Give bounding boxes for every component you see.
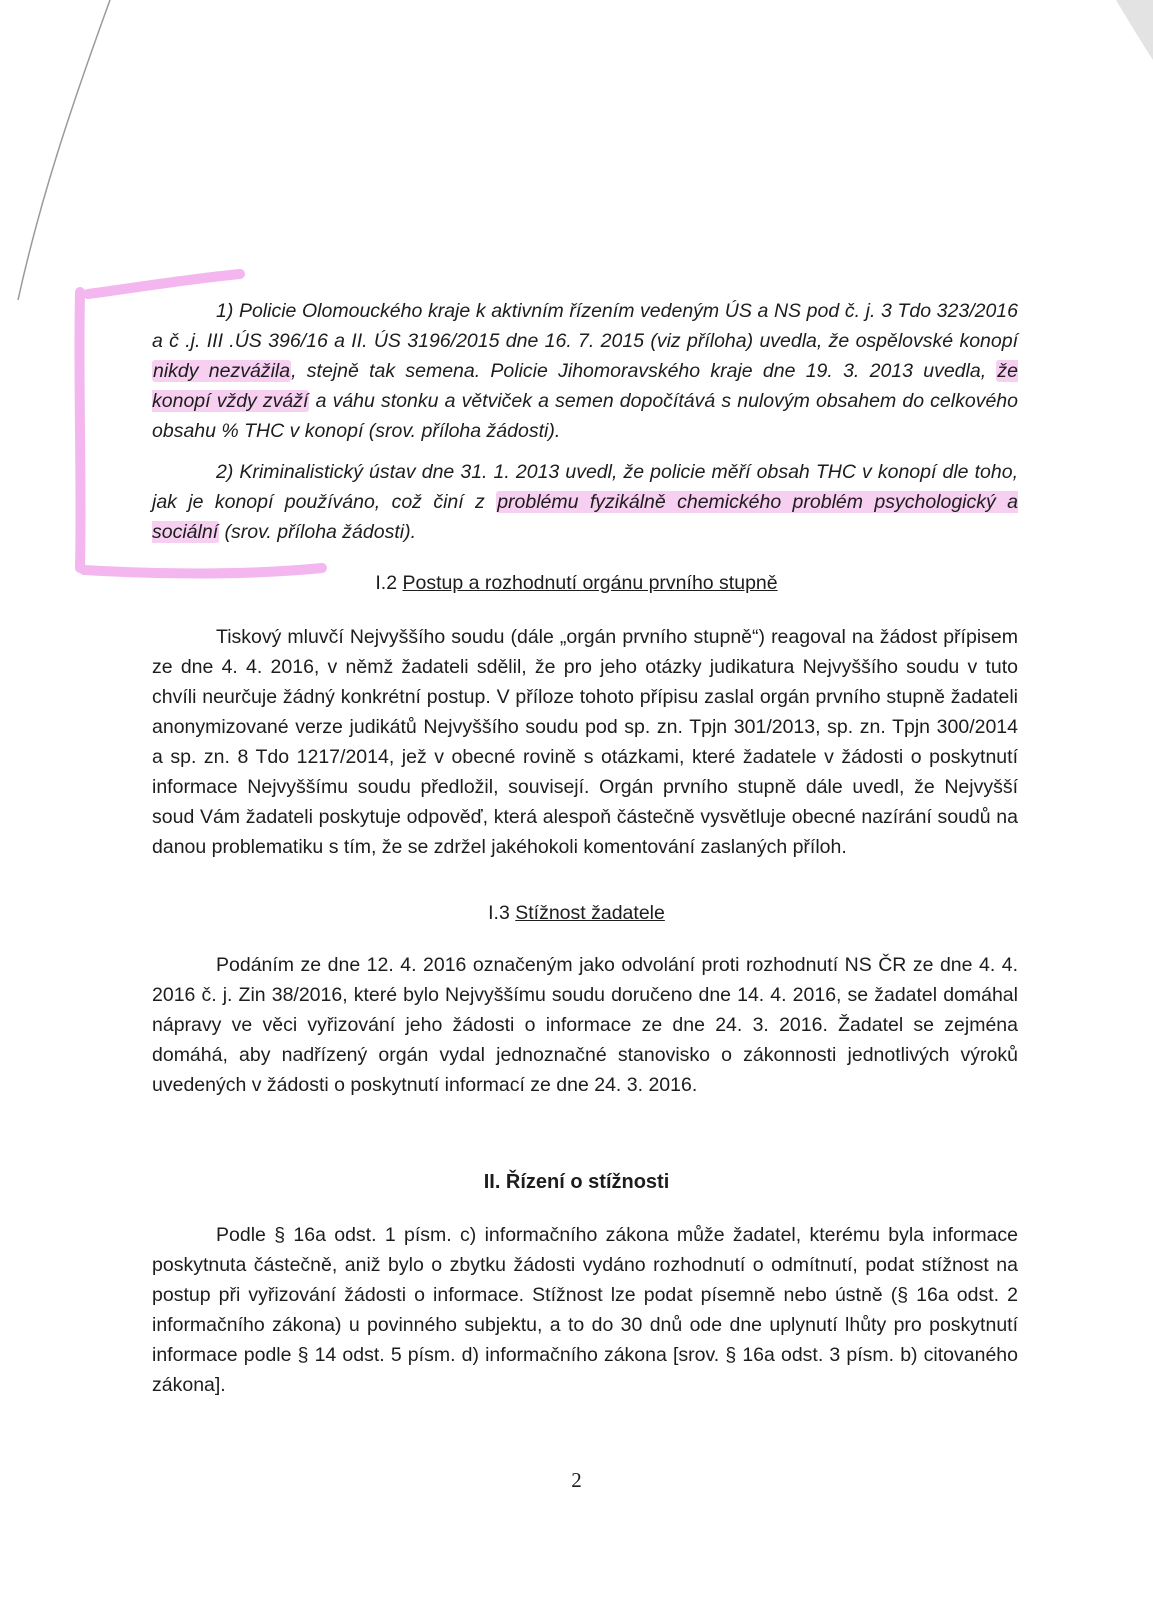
section-heading-postup: I.2 Postup a rozhodnutí orgánu prvního stupně <box>375 572 778 594</box>
section-heading-rizeni: II. Řízení o stížnosti <box>483 1171 670 1193</box>
page-number: 2 <box>571 1468 582 1492</box>
paragraph-kriminalisticky-ustav: 2) Kriminalistický ústav dne 31. 1. 2013 uvedl, že policie měří obsah THC v konopí dle toho, jak je konopí používáno, což činí z problému fyzikálně chemického problém psychologický a sociální (srov. příloha žádosti). <box>152 461 1018 543</box>
paragraph-rizeni: Podle § 16a odst. 1 písm. c) informačního zákona může žadatel, kterému byla informace poskytnuta částečně, aniž bylo o zbytku žádosti vydáno rozhodnutí o odmítnutí, podat stížnost na postup při vyřizování žádosti o informace. Stížnost lze podat písemně nebo ústně (§ 16a odst. 2 informačního zákona) u povinného subjektu, a to do 30 dnů ode dne uplynutí lhůty pro poskytnutí informace podle § 14 odst. 5 písm. d) informačního zákona [srov. § 16a odst. 3 písm. b) citovaného zákona]. <box>152 1224 1018 1396</box>
paragraph-police-olomouc: 1) Policie Olomouckého kraje k aktivním řízením vedeným ÚS a NS pod č. j. 3 Tdo 323/2016 a č .j. III .ÚS 396/16 a II. ÚS 3196/2015 dne 16. 7. 2015 (viz příloha) uvedla, že ospělovské konopí nikdy nezvážila, stejně tak semena. Policie Jihomoravského kraje dne 19. 3. 2013 uvedla, že konopí vždy zváží a váhu stonku a větviček a semen dopočítává s nulovým obsahem do celkového obsahu % THC v konopí (srov. příloha žádosti). <box>152 300 1018 442</box>
paragraph-stiznost: Podáním ze dne 12. 4. 2016 označeným jako odvolání proti rozhodnutí NS ČR ze dne 4. 4. 2016 č. j. Zin 38/2016, které bylo Nejvyššímu soudu doručeno dne 14. 4. 2016, se žadatel domáhal nápravy ve věci vyřizování jeho žádosti o informace ze dne 24. 3. 2016. Žadatel se zejména domáhá, aby nadřízený orgán vydal jednoznačné stanovisko o zákonnosti jednotlivých výroků uvedených v žádosti o poskytnutí informací ze dne 24. 3. 2016. <box>152 954 1018 1096</box>
section-heading-stiznost: I.3 Stížnost žadatele <box>488 902 665 924</box>
highlight-konopi-vzdy-zvazi: že konopí vždy zváží <box>152 360 1018 412</box>
highlight-problem-fyzikalne: problému fyzikálně chemického problém psychologický a sociální <box>152 491 1018 543</box>
highlight-nikdy-nezvazila: nikdy nezvážila <box>153 360 291 382</box>
paragraph-postup: Tiskový mluvčí Nejvyššího soudu (dále „orgán prvního stupně“) reagoval na žádost přípisem ze dne 4. 4. 2016, v němž žadateli sdělil, že pro jeho otázky judikatura Nejvyššího soudu v tuto chvíli neurčuje žádný konkrétní postup. V příloze tohoto přípisu zaslal orgán prvního stupně žadateli anonymizované verze judikátů Nejvyššího soudu pod sp. zn. Tpjn 301/2013, sp. zn. Tpjn 300/2014 a sp. zn. 8 Tdo 1217/2014, jež v obecné rovině s otázkami, které žadatele v žádosti o poskytnutí informace Nejvyššímu soudu předložil, souvisejí. Orgán prvního stupně dále uvedl, že Nejvyšší soud Vám žadateli poskytuje odpověď, která alespoň částečně vysvětluje obecné nazírání soudů na danou problematiku s tím, že se zdržel jakéhokoli komentování zaslaných příloh. <box>152 626 1018 858</box>
